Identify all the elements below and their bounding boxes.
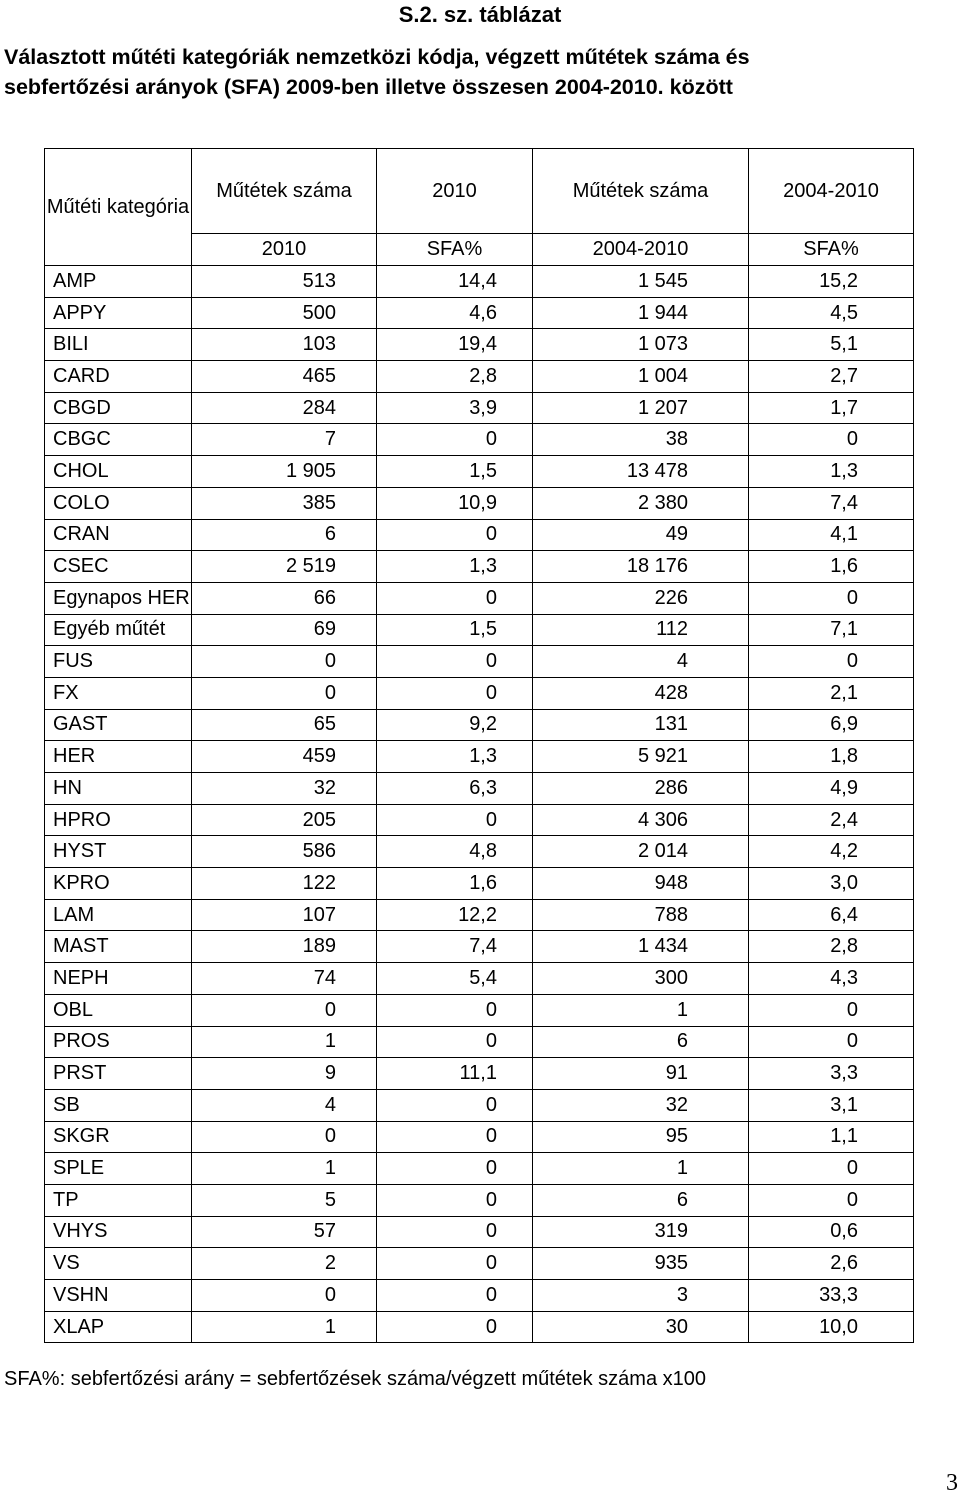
cell-count-2004-2010: 1 004 (533, 361, 749, 393)
cell-category: VHYS (45, 1216, 192, 1248)
table-row (45, 329, 914, 361)
cell-count-2004-2010: 6 (533, 1026, 749, 1058)
cell-sfa-2004-2010: 6,9 (749, 709, 914, 741)
cell-count-2004-2010: 1 (533, 994, 749, 1026)
cell-count-2010: 1 (192, 1311, 377, 1343)
cell-sfa-2004-2010: 0,6 (749, 1216, 914, 1248)
cell-sfa-2010: 7,4 (377, 931, 533, 963)
title-line-1: Választott műtéti kategóriák nemzetközi kódja, végzett műtétek száma és (4, 45, 750, 69)
cell-sfa-2010: 6,3 (377, 773, 533, 805)
cell-count-2004-2010: 286 (533, 773, 749, 805)
cell-category: FUS (45, 646, 192, 678)
cell-count-2004-2010: 1 545 (533, 266, 749, 298)
cell-sfa-2004-2010: 2,4 (749, 804, 914, 836)
cell-sfa-2004-2010: 1,3 (749, 456, 914, 488)
cell-sfa-2010: 0 (377, 1280, 533, 1312)
header-col3-top: Műtétek száma (533, 149, 749, 234)
table-row (45, 994, 914, 1026)
cell-sfa-2010: 12,2 (377, 899, 533, 931)
cell-count-2010: 2 (192, 1248, 377, 1280)
cell-category: Egynapos HER (45, 582, 192, 614)
cell-count-2010: 9 (192, 1058, 377, 1090)
table-row (45, 392, 914, 424)
cell-sfa-2004-2010: 3,1 (749, 1089, 914, 1121)
cell-count-2004-2010: 13 478 (533, 456, 749, 488)
cell-sfa-2010: 0 (377, 1153, 533, 1185)
cell-count-2010: 385 (192, 487, 377, 519)
cell-count-2010: 4 (192, 1089, 377, 1121)
table-row (45, 931, 914, 963)
cell-count-2010: 205 (192, 804, 377, 836)
cell-count-2010: 32 (192, 773, 377, 805)
header-col2-bottom: SFA% (377, 234, 533, 266)
table-row (45, 677, 914, 709)
table-row (45, 646, 914, 678)
cell-category: TP (45, 1184, 192, 1216)
cell-count-2004-2010: 319 (533, 1216, 749, 1248)
table-row (45, 1058, 914, 1090)
cell-sfa-2004-2010: 1,6 (749, 551, 914, 583)
cell-category: HER (45, 741, 192, 773)
cell-category: FX (45, 677, 192, 709)
cell-count-2010: 57 (192, 1216, 377, 1248)
cell-count-2010: 500 (192, 297, 377, 329)
header-col1-bottom: 2010 (192, 234, 377, 266)
cell-category: PROS (45, 1026, 192, 1058)
cell-count-2004-2010: 226 (533, 582, 749, 614)
cell-sfa-2004-2010: 1,7 (749, 392, 914, 424)
cell-count-2004-2010: 2 380 (533, 487, 749, 519)
cell-count-2004-2010: 935 (533, 1248, 749, 1280)
table-row (45, 1216, 914, 1248)
cell-sfa-2004-2010: 4,1 (749, 519, 914, 551)
cell-category: HN (45, 773, 192, 805)
table-row (45, 582, 914, 614)
cell-sfa-2004-2010: 1,8 (749, 741, 914, 773)
table-row (45, 963, 914, 995)
footnote: SFA%: sebfertőzési arány = sebfertőzések száma/végzett műtétek száma x100 (4, 1368, 707, 1390)
header-category: Műtéti kategória (45, 149, 192, 266)
cell-category: VSHN (45, 1280, 192, 1312)
cell-count-2010: 69 (192, 614, 377, 646)
cell-count-2004-2010: 91 (533, 1058, 749, 1090)
cell-count-2004-2010: 1 207 (533, 392, 749, 424)
table-title (4, 42, 750, 102)
table-row (45, 1311, 914, 1343)
table-row (45, 1248, 914, 1280)
cell-sfa-2004-2010: 2,6 (749, 1248, 914, 1280)
cell-sfa-2010: 4,6 (377, 297, 533, 329)
cell-count-2004-2010: 948 (533, 868, 749, 900)
table-row (45, 709, 914, 741)
cell-count-2010: 1 (192, 1153, 377, 1185)
table-row (45, 773, 914, 805)
cell-sfa-2010: 0 (377, 1089, 533, 1121)
cell-category: KPRO (45, 868, 192, 900)
cell-count-2004-2010: 112 (533, 614, 749, 646)
cell-category: CARD (45, 361, 192, 393)
cell-category: HPRO (45, 804, 192, 836)
title-line-2: sebfertőzési arányok (SFA) 2009-ben illetve összesen 2004-2010. között (4, 75, 733, 99)
cell-count-2004-2010: 4 (533, 646, 749, 678)
cell-count-2010: 5 (192, 1184, 377, 1216)
cell-sfa-2004-2010: 4,2 (749, 836, 914, 868)
table-row (45, 266, 914, 298)
cell-sfa-2010: 1,5 (377, 614, 533, 646)
cell-category: OBL (45, 994, 192, 1026)
cell-sfa-2010: 2,8 (377, 361, 533, 393)
cell-count-2004-2010: 5 921 (533, 741, 749, 773)
cell-sfa-2004-2010: 2,8 (749, 931, 914, 963)
table-row (45, 804, 914, 836)
cell-sfa-2004-2010: 0 (749, 1184, 914, 1216)
cell-sfa-2010: 0 (377, 1026, 533, 1058)
cell-sfa-2010: 9,2 (377, 709, 533, 741)
cell-sfa-2010: 0 (377, 646, 533, 678)
cell-count-2010: 586 (192, 836, 377, 868)
surgery-table (44, 148, 914, 1343)
cell-category: XLAP (45, 1311, 192, 1343)
table-row (45, 1089, 914, 1121)
cell-sfa-2010: 0 (377, 1248, 533, 1280)
cell-count-2010: 459 (192, 741, 377, 773)
table-row (45, 519, 914, 551)
cell-count-2010: 66 (192, 582, 377, 614)
cell-count-2010: 65 (192, 709, 377, 741)
cell-count-2004-2010: 38 (533, 424, 749, 456)
cell-sfa-2010: 5,4 (377, 963, 533, 995)
cell-count-2004-2010: 1 434 (533, 931, 749, 963)
cell-count-2010: 7 (192, 424, 377, 456)
cell-sfa-2010: 0 (377, 804, 533, 836)
cell-category: GAST (45, 709, 192, 741)
table-row (45, 424, 914, 456)
cell-count-2010: 0 (192, 1280, 377, 1312)
cell-category: BILI (45, 329, 192, 361)
header-row-top (45, 149, 914, 234)
table-row (45, 1026, 914, 1058)
cell-count-2010: 0 (192, 994, 377, 1026)
cell-category: MAST (45, 931, 192, 963)
cell-count-2004-2010: 18 176 (533, 551, 749, 583)
cell-count-2004-2010: 49 (533, 519, 749, 551)
cell-sfa-2010: 0 (377, 582, 533, 614)
cell-sfa-2010: 0 (377, 1216, 533, 1248)
table-row (45, 868, 914, 900)
header-col3-bottom: 2004-2010 (533, 234, 749, 266)
cell-sfa-2004-2010: 0 (749, 1153, 914, 1185)
cell-sfa-2010: 0 (377, 1311, 533, 1343)
cell-sfa-2004-2010: 4,5 (749, 297, 914, 329)
table-row (45, 899, 914, 931)
cell-sfa-2010: 1,5 (377, 456, 533, 488)
cell-category: CSEC (45, 551, 192, 583)
cell-category: VS (45, 1248, 192, 1280)
table-row (45, 551, 914, 583)
cell-category: COLO (45, 487, 192, 519)
cell-sfa-2010: 0 (377, 994, 533, 1026)
cell-sfa-2010: 4,8 (377, 836, 533, 868)
cell-sfa-2004-2010: 5,1 (749, 329, 914, 361)
cell-sfa-2004-2010: 7,4 (749, 487, 914, 519)
cell-sfa-2004-2010: 7,1 (749, 614, 914, 646)
cell-sfa-2010: 3,9 (377, 392, 533, 424)
cell-count-2004-2010: 428 (533, 677, 749, 709)
cell-count-2010: 0 (192, 1121, 377, 1153)
cell-count-2010: 6 (192, 519, 377, 551)
cell-count-2010: 0 (192, 646, 377, 678)
cell-count-2004-2010: 2 014 (533, 836, 749, 868)
cell-sfa-2004-2010: 0 (749, 424, 914, 456)
cell-sfa-2004-2010: 0 (749, 646, 914, 678)
cell-category: CBGD (45, 392, 192, 424)
cell-category: NEPH (45, 963, 192, 995)
cell-count-2004-2010: 30 (533, 1311, 749, 1343)
table-row (45, 1280, 914, 1312)
cell-sfa-2004-2010: 6,4 (749, 899, 914, 931)
header-col4-bottom: SFA% (749, 234, 914, 266)
table-row (45, 741, 914, 773)
cell-count-2004-2010: 95 (533, 1121, 749, 1153)
cell-count-2004-2010: 131 (533, 709, 749, 741)
cell-sfa-2010: 0 (377, 677, 533, 709)
cell-count-2010: 465 (192, 361, 377, 393)
table-row (45, 456, 914, 488)
cell-category: SB (45, 1089, 192, 1121)
cell-sfa-2004-2010: 2,1 (749, 677, 914, 709)
cell-count-2004-2010: 4 306 (533, 804, 749, 836)
header-col1-top: Műtétek száma (192, 149, 377, 234)
cell-sfa-2010: 1,3 (377, 551, 533, 583)
table-row (45, 1153, 914, 1185)
cell-sfa-2004-2010: 10,0 (749, 1311, 914, 1343)
cell-sfa-2004-2010: 33,3 (749, 1280, 914, 1312)
table-row (45, 361, 914, 393)
cell-category: CHOL (45, 456, 192, 488)
cell-sfa-2010: 10,9 (377, 487, 533, 519)
cell-sfa-2010: 19,4 (377, 329, 533, 361)
header-col2-top: 2010 (377, 149, 533, 234)
cell-sfa-2004-2010: 15,2 (749, 266, 914, 298)
cell-sfa-2004-2010: 0 (749, 994, 914, 1026)
cell-sfa-2004-2010: 4,9 (749, 773, 914, 805)
cell-sfa-2004-2010: 0 (749, 582, 914, 614)
cell-count-2010: 122 (192, 868, 377, 900)
cell-category: LAM (45, 899, 192, 931)
cell-count-2010: 74 (192, 963, 377, 995)
cell-category: PRST (45, 1058, 192, 1090)
cell-count-2010: 107 (192, 899, 377, 931)
cell-sfa-2004-2010: 0 (749, 1026, 914, 1058)
cell-count-2010: 0 (192, 677, 377, 709)
cell-count-2004-2010: 300 (533, 963, 749, 995)
cell-sfa-2010: 0 (377, 519, 533, 551)
cell-sfa-2004-2010: 1,1 (749, 1121, 914, 1153)
table-row (45, 1184, 914, 1216)
cell-sfa-2010: 1,3 (377, 741, 533, 773)
table-label: S.2. sz. táblázat (398, 2, 562, 27)
cell-count-2004-2010: 788 (533, 899, 749, 931)
cell-category: SKGR (45, 1121, 192, 1153)
cell-sfa-2010: 11,1 (377, 1058, 533, 1090)
cell-count-2010: 1 (192, 1026, 377, 1058)
cell-category: Egyéb műtét (45, 614, 192, 646)
cell-count-2010: 513 (192, 266, 377, 298)
cell-count-2004-2010: 1 944 (533, 297, 749, 329)
cell-sfa-2010: 0 (377, 1184, 533, 1216)
table-row (45, 487, 914, 519)
cell-sfa-2004-2010: 4,3 (749, 963, 914, 995)
cell-category: SPLE (45, 1153, 192, 1185)
cell-count-2010: 284 (192, 392, 377, 424)
cell-sfa-2010: 1,6 (377, 868, 533, 900)
table-row (45, 297, 914, 329)
table-row (45, 614, 914, 646)
cell-count-2010: 189 (192, 931, 377, 963)
table-row (45, 836, 914, 868)
cell-sfa-2004-2010: 3,0 (749, 868, 914, 900)
page-number: 3 (946, 1470, 958, 1496)
cell-category: AMP (45, 266, 192, 298)
cell-count-2010: 2 519 (192, 551, 377, 583)
cell-sfa-2004-2010: 2,7 (749, 361, 914, 393)
table-row (45, 1121, 914, 1153)
cell-category: CBGC (45, 424, 192, 456)
cell-count-2004-2010: 32 (533, 1089, 749, 1121)
cell-count-2004-2010: 3 (533, 1280, 749, 1312)
cell-count-2004-2010: 6 (533, 1184, 749, 1216)
cell-sfa-2004-2010: 3,3 (749, 1058, 914, 1090)
cell-count-2010: 1 905 (192, 456, 377, 488)
cell-category: CRAN (45, 519, 192, 551)
cell-category: HYST (45, 836, 192, 868)
cell-category: APPY (45, 297, 192, 329)
cell-sfa-2010: 14,4 (377, 266, 533, 298)
cell-count-2004-2010: 1 (533, 1153, 749, 1185)
cell-count-2004-2010: 1 073 (533, 329, 749, 361)
header-col4-top: 2004-2010 (749, 149, 914, 234)
cell-count-2010: 103 (192, 329, 377, 361)
cell-sfa-2010: 0 (377, 1121, 533, 1153)
cell-sfa-2010: 0 (377, 424, 533, 456)
